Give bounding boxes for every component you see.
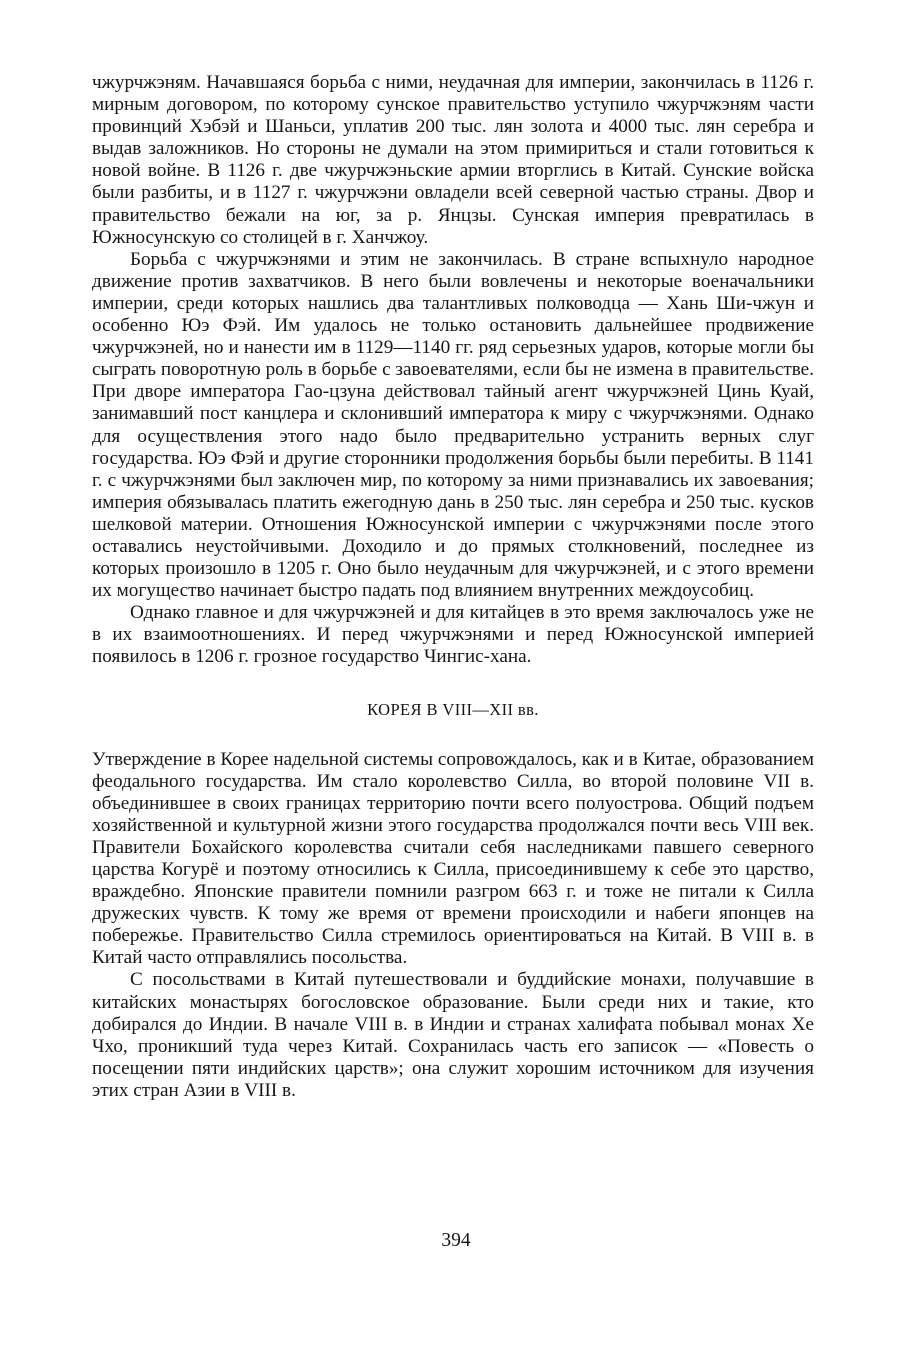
page-number: 394 <box>441 1230 471 1251</box>
paragraph: С посольствами в Китай путешествовали и буддийские монахи, получавшие в китайских монастырях богословское образование. Были среди них и такие, кто добирался до Индии. В начале VIII в. в Индии и странах халифата побывал монах Хе Чхо, проникший туда через Китай. Сохранилась часть его записок — «Повесть о посещении пяти индийских царств»; она служит хорошим источником для изучения этих стран Азии в VIII в. <box>92 969 814 1101</box>
paragraph: Борьба с чжурчжэнями и этим не закончилась. В стране вспыхнуло народное движение против захватчиков. В него были вовлечены и некоторые военачальники империи, среди которых нашлись два талантливых полководца — Хань Ши-чжун и особенно Юэ Фэй. Им удалось не только остановить дальнейшее продвижение чжурчжэней, но и нанести им в 1129—1140 гг. ряд серьезных ударов, которые могли бы сыграть поворотную роль в борьбе с завоевателями, если бы не измена в правительстве. При дворе императора Гао-цзуна действовал тайный агент чжурчжэней Цинь Куай, занимавший пост канцлера и склонивший императора к миру с чжурчжэнями. Однако для осуществления этого надо было предварительно устранить верных слуг государства. Юэ Фэй и другие сторонники продолжения борьбы были перебиты. В 1141 г. с чжурчжэнями был заключен мир, по которому за ними признавались их завоевания; империя обязывалась платить ежегодную дань в 250 тыс. лян серебра и 250 тыс. кусков шелковой материи. Отношения Южносунской империи с чжурчжэнями после этого оставались неустойчивыми. Доходило и до прямых столкновений, последнее из которых произошло в 1205 г. Оно было неудачным для чжурчжэней, и с этого времени их могущество начинает быстро падать под влиянием внутренних междоусобиц. <box>92 248 814 602</box>
page-body <box>92 72 814 1102</box>
paragraph: Однако главное и для чжурчжэней и для китайцев в это время заключалось уже не в их взаимоотношениях. И перед чжурчжэнями и перед Южносунской империей появилось в 1206 г. грозное государство Чингис-хана. <box>92 602 814 668</box>
paragraph: Утверждение в Корее надельной системы сопровождалось, как и в Китае, образованием феодального государства. Им стало королевство Силла, во второй половине VII в. объединившее в своих границах территорию почти всего полуострова. Общий подъем хозяйственной и культурной жизни этого государства продолжался почти весь VIII век. Правители Бохайского королевства считали себя наследниками павшего северного царства Когурё и поэтому относились к Силла, присоединившему к себе это царство, враждебно. Японские правители помнили разгром 663 г. и тоже не питали к Силла дружеских чувств. К тому же время от времени происходили и набеги японцев на побережье. Правительство Силла стремилось ориентироваться на Китай. В VIII в. в Китай часто отправлялись посольства. <box>92 748 814 969</box>
paragraph: чжурчжэням. Начавшаяся борьба с ними, неудачная для империи, закончилась в 1126 г. мирным договором, по которому сунское правительство уступило чжурчжэням части провинций Хэбэй и Шаньси, уплатив 200 тыс. лян золота и 4000 тыс. лян серебра и выдав заложников. Но стороны не думали на этом примириться и стали готовиться к новой войне. В 1126 г. две чжурчжэньские армии вторглись в Китай. Сунские войска были разбиты, и в 1127 г. чжурчжэни овладели всей северной частью страны. Двор и правительство бежали на юг, за р. Янцзы. Сунская империя превратилась в Южносунскую со столицей в г. Ханчжоу. <box>92 72 814 248</box>
section-heading: КОРЕЯ В VIII—XII вв. <box>367 699 539 719</box>
